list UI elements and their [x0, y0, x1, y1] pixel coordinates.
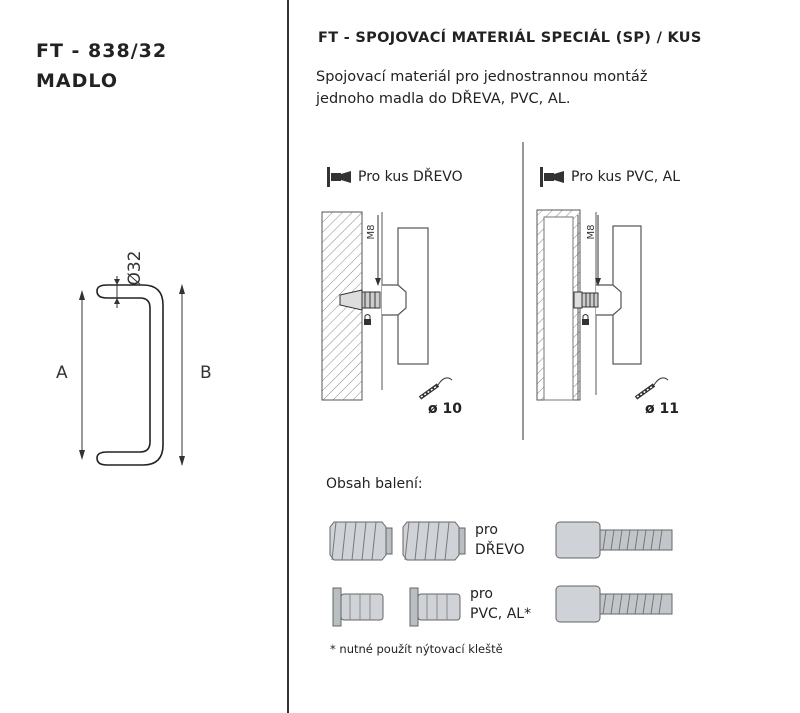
screw-image — [556, 586, 672, 622]
pvc-thread-label: M8 — [586, 224, 597, 240]
package-pvc-label-line1: pro — [470, 586, 493, 602]
pvc-drill-size: ø 11 — [645, 401, 679, 417]
product-type: MADLO — [36, 70, 118, 92]
wood-mount-diagram — [322, 167, 462, 417]
product-code: FT - 838/32 — [36, 40, 168, 62]
dim-b-label: B — [200, 363, 212, 383]
rivet-nut-image — [410, 588, 460, 626]
package-wood-label — [475, 520, 525, 560]
bolt-icon — [327, 167, 351, 187]
description-line-2: jednoho madla do DŘEVA, PVC, AL. — [316, 91, 571, 107]
lock-icon — [364, 315, 371, 326]
wood-insert-image — [330, 522, 392, 560]
wood-drill-size: ø 10 — [428, 401, 462, 417]
description-line-1: Spojovací materiál pro jednostrannou montáž — [316, 69, 648, 85]
pvc-rivet-nut — [574, 292, 582, 308]
package-pvc-label-line2: PVC, AL* — [470, 606, 532, 622]
package-wood-label-line1: pro — [475, 522, 498, 538]
rivet-nut-image — [333, 588, 383, 626]
section-heading: FT - SPOJOVACÍ MATERIÁL SPECIÁL (SP) / KUS — [318, 30, 702, 46]
screw-image — [556, 522, 672, 558]
diameter-label: Ø32 — [125, 250, 145, 286]
package-pvc-label — [470, 584, 531, 624]
drill-icon — [636, 378, 668, 398]
wood-panel-label: Pro kus DŘEVO — [358, 169, 463, 185]
wood-thread-label: M8 — [366, 224, 377, 240]
dim-a-label: A — [56, 363, 68, 383]
lock-icon — [582, 315, 589, 326]
pvc-panel-label: Pro kus PVC, AL — [571, 169, 681, 185]
package-footnote: * nutné použít nýtovací kleště — [330, 642, 503, 656]
wood-insert-image — [403, 522, 465, 560]
drill-icon — [420, 378, 452, 398]
package-heading: Obsah balení: — [326, 476, 423, 492]
package-wood-label-line2: DŘEVO — [475, 542, 525, 558]
pvc-mount-diagram — [537, 167, 679, 417]
bolt-icon — [540, 167, 564, 187]
